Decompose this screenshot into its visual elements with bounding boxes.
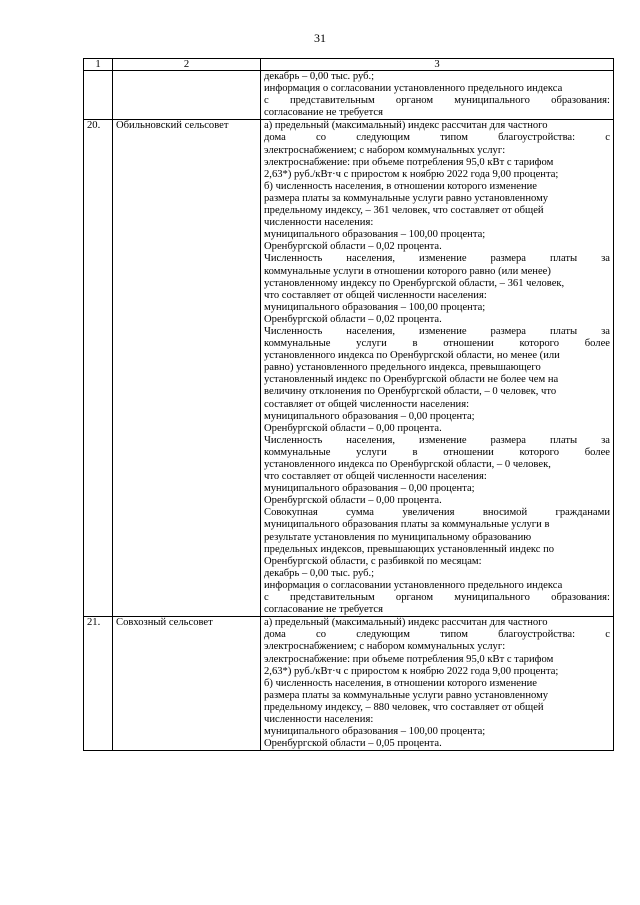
description-line: Оренбургской области – 0,05 процента. — [264, 738, 442, 750]
description-line: б) численность населения, в отношении которого изменение — [264, 677, 537, 689]
description-line: а) предельный (максимальный) индекс рассчитан для частного — [264, 617, 548, 629]
header-col-3: 3 — [261, 59, 614, 71]
description-line: Численность населения, изменение размера платы за — [264, 253, 610, 265]
table-row — [84, 71, 614, 120]
description-line: Оренбургской области – 0,00 процента. — [264, 422, 442, 434]
table-row — [84, 617, 614, 751]
municipality-name — [113, 71, 261, 120]
row-number: 20. — [84, 120, 113, 617]
description-line: декабрь – 0,00 тыс. руб.; — [264, 71, 375, 82]
description-line: б) численность населения, в отношении которого изменение — [264, 180, 537, 192]
description-line: согласование не требуется — [264, 604, 384, 616]
description-line: размера платы за коммунальные услуги равно установленному — [264, 192, 549, 204]
table-header-row — [84, 59, 614, 71]
description-line: электроснабжение: при объеме потребления 95,0 кВт с тарифом — [264, 156, 554, 168]
index-description — [261, 617, 614, 751]
description-line: декабрь – 0,00 тыс. руб.; — [264, 567, 375, 579]
municipality-name: Обильновский сельсовет — [113, 120, 261, 617]
description-line: численности населения: — [264, 217, 374, 229]
description-line: 2,63*) руб./кВт·ч с приростом к ноябрю 2022 года 9,00 процента; — [264, 665, 559, 677]
page-number: 31 — [314, 31, 326, 45]
index-description — [261, 71, 614, 120]
description-line: величину отклонения по Оренбургской области, – 0 человек, что — [264, 386, 557, 398]
description-line: муниципального образования – 0,00 процента; — [264, 410, 475, 422]
description-line: информация о согласовании установленного предельного индекса — [264, 579, 563, 591]
description-line: размера платы за коммунальные услуги равно установленному — [264, 689, 549, 701]
description-line: установленного индекса по Оренбургской области, – 0 человек, — [264, 459, 551, 470]
municipal-index-table — [83, 58, 614, 751]
header-col-1: 1 — [84, 59, 113, 71]
description-line: с представительным органом муниципального образования: — [264, 592, 610, 604]
municipality-name: Совхозный сельсовет — [113, 617, 261, 751]
description-line: дома со следующим типом благоустройства: с — [264, 629, 610, 641]
description-line: коммунальные услуги в отношении которого равно (или менее) — [264, 265, 551, 277]
description-line: муниципального образования платы за коммунальные услуги в — [264, 519, 550, 531]
table-row — [84, 120, 614, 617]
row-number: 21. — [84, 617, 113, 751]
description-line: установленного индекса по Оренбургской области, но менее (или — [264, 350, 560, 362]
description-line: коммунальные услуги в отношении которого более — [264, 446, 610, 458]
description-line: муниципального образования – 0,00 процента; — [264, 483, 475, 495]
description-line: дома со следующим типом благоустройства: с — [264, 132, 610, 144]
description-line: электроснабжением; с набором коммунальных услуг: — [264, 641, 506, 653]
description-line: Оренбургской области – 0,02 процента. — [264, 241, 442, 253]
description-line: численности населения: — [264, 713, 374, 725]
description-line: что составляет от общей численности населения: — [264, 471, 487, 483]
description-line: установленному индексу по Оренбургской области, – 361 человек, — [264, 277, 565, 289]
index-description — [261, 120, 614, 617]
description-line: предельному индексу, – 361 человек, что составляет от общей — [264, 205, 544, 217]
description-line: Оренбургской области, с разбивкой по месяцам: — [264, 555, 482, 567]
header-col-2: 2 — [113, 59, 261, 71]
description-line: 2,63*) руб./кВт·ч с приростом к ноябрю 2022 года 9,00 процента; — [264, 168, 559, 180]
row-number — [84, 71, 113, 120]
description-line: предельному индексу, – 880 человек, что составляет от общей — [264, 701, 544, 713]
description-line: муниципального образования – 100,00 процента; — [264, 301, 486, 313]
description-line: Оренбургской области – 0,02 процента. — [264, 313, 442, 325]
description-line: равно) установленного предельного индекса, превышающего — [264, 362, 541, 374]
description-line: Численность населения, изменение размера платы за — [264, 434, 610, 446]
description-line: согласование не требуется — [264, 107, 384, 119]
description-line: электроснабжением; с набором коммунальных услуг: — [264, 144, 506, 156]
description-line: предельных индексов, превышающих установленный индекс по — [264, 543, 555, 555]
description-line: информация о согласовании установленного предельного индекса — [264, 83, 563, 95]
description-line: Оренбургской области – 0,00 процента. — [264, 495, 442, 507]
description-line: а) предельный (максимальный) индекс рассчитан для частного — [264, 120, 548, 132]
description-line: Совокупная сумма увеличения вносимой гражданами — [264, 507, 610, 519]
description-line: установленный индекс по Оренбургской области не более чем на — [264, 374, 559, 386]
description-line: муниципального образования – 100,00 процента; — [264, 726, 486, 738]
description-line: электроснабжение: при объеме потребления 95,0 кВт с тарифом — [264, 653, 554, 665]
description-line: что составляет от общей численности населения: — [264, 289, 487, 301]
description-line: с представительным органом муниципального образования: — [264, 95, 610, 107]
description-line: коммунальные услуги в отношении которого более — [264, 338, 610, 350]
description-line: Численность населения, изменение размера платы за — [264, 325, 610, 337]
description-line: составляет от общей численности населения: — [264, 398, 470, 410]
description-line: муниципального образования – 100,00 процента; — [264, 229, 486, 241]
description-line: результате установления по муниципальному образованию — [264, 531, 532, 543]
